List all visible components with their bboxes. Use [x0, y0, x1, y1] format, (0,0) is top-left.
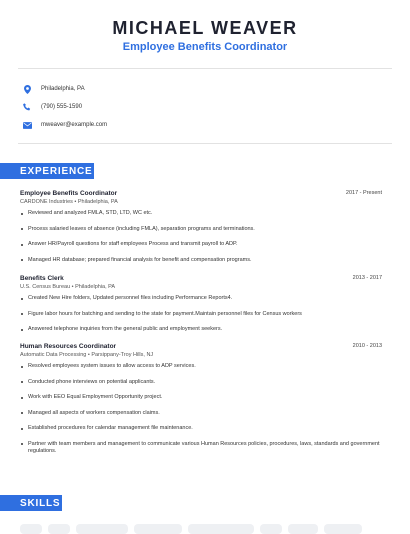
job-bullet: Process salaried leaves of absence (including FMLA), separation programs and terminations.	[20, 226, 382, 234]
job-company-line: CARDONE Industries • Philadelphia, PA	[20, 199, 118, 205]
job-dates: 2013 - 2017	[352, 275, 382, 281]
job-title-heading: Employee Benefits Coordinator	[122, 41, 288, 53]
envelope-icon	[22, 120, 32, 130]
job-bullet: Reviewed and analyzed FMLA, STD, LTD, WC etc.	[20, 210, 382, 218]
skill-pill	[20, 524, 42, 534]
job-location: Parsippany-Troy Hills, NJ	[91, 352, 154, 358]
contact-email[interactable]	[22, 118, 107, 132]
contact-location	[22, 82, 85, 96]
job-bullet: Managed HR database; prepared financial analysis for benefit and compensation programs.	[20, 257, 382, 265]
job-entry	[20, 275, 382, 334]
job-bullet: Established procedures for calendar management file maintenance.	[20, 425, 382, 433]
contact-email-text[interactable]: mweaver@example.com	[41, 122, 108, 128]
job-bullet: Answer HR/Payroll questions for staff employees Process and transmit payroll to ADP.	[20, 241, 382, 249]
job-title: Employee Benefits Coordinator	[20, 190, 118, 197]
job-company: CARDONE Industries	[20, 199, 73, 205]
job-bullet: Created New Hire folders, Updated personnel files including Performance Reports4.	[20, 295, 382, 303]
job-bullets	[20, 295, 382, 334]
job-bullet: Resolved employees system issues to allow access to ADP services.	[20, 363, 382, 371]
job-dates: 2017 - Present	[345, 190, 382, 196]
experience-section-heading: EXPERIENCE	[0, 163, 94, 179]
job-bullet: Conducted phone interviews on potential applicants.	[20, 379, 382, 387]
skill-pill	[188, 524, 254, 534]
job-company: U.S. Census Bureau	[20, 284, 71, 290]
job-bullets	[20, 210, 382, 264]
divider-bottom	[18, 143, 392, 144]
job-bullets	[20, 363, 382, 456]
divider-top	[18, 68, 392, 69]
job-bullet: Managed all aspects of workers compensation claims.	[20, 410, 382, 418]
contact-phone	[22, 100, 82, 114]
skill-pill	[260, 524, 282, 534]
skill-pill	[288, 524, 318, 534]
contact-phone-text: (790) 555-1590	[41, 104, 83, 110]
location-pin-icon	[22, 84, 32, 94]
job-company: Automatic Data Processing	[20, 352, 87, 358]
skill-pill	[76, 524, 128, 534]
contact-location-text: Philadelphia, PA	[41, 86, 85, 92]
job-bullet: Work with EEO Equal Employment Opportunity project.	[20, 394, 382, 402]
job-entry	[20, 343, 382, 456]
job-company-line: U.S. Census Bureau • Philadelphia, PA	[20, 284, 116, 290]
job-company-line: Automatic Data Processing • Parsippany-Troy Hills, NJ	[20, 352, 154, 358]
job-dates: 2010 - 2013	[352, 343, 382, 349]
job-location: Philadelphia, PA	[75, 284, 116, 290]
job-bullet: Answered telephone inquiries from the general public and employment seekers.	[20, 326, 382, 334]
job-title: Human Resources Coordinator	[20, 343, 117, 350]
job-bullet: Partner with team members and management to communicate various Human Resources policies, procedures, laws, standards and government regulations.	[20, 441, 382, 456]
skill-pill	[324, 524, 362, 534]
skills-section-heading: SKILLS	[0, 495, 62, 511]
skill-pill	[134, 524, 182, 534]
job-location: Philadelphia, PA	[77, 199, 118, 205]
job-entry	[20, 190, 382, 264]
skill-pill	[48, 524, 70, 534]
job-bullet: Figure labor hours for batching and sending to the state for payment.Maintain personnel files for Census workers	[20, 311, 382, 319]
candidate-name: MICHAEL WEAVER	[112, 18, 298, 38]
job-title: Benefits Clerk	[20, 275, 64, 282]
phone-icon	[22, 102, 32, 112]
